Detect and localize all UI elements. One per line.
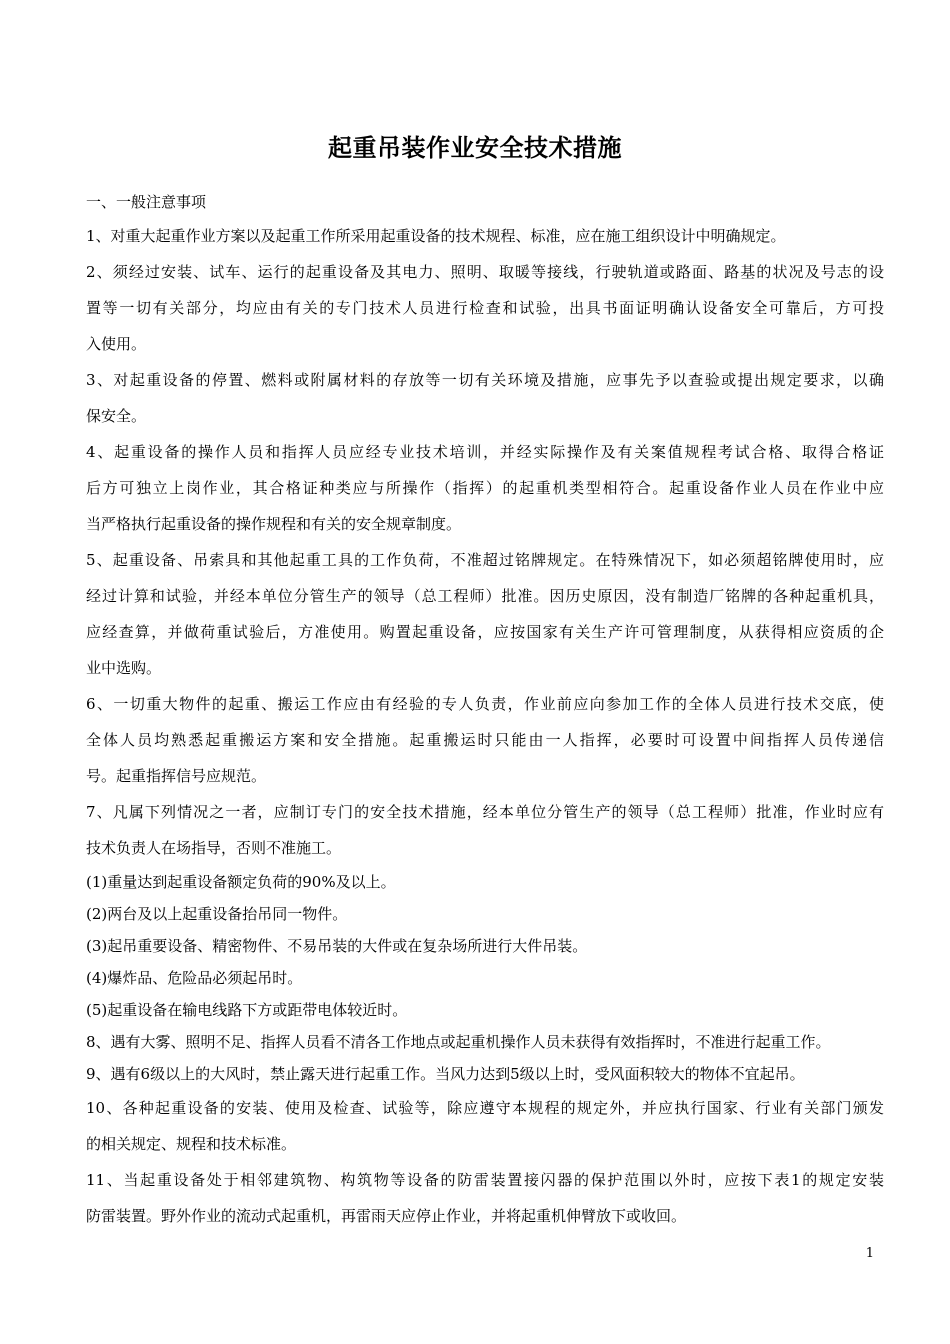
item-11-line-1: 11、当起重设备处于相邻建筑物、构筑物等设备的防雷装置接闪器的保护范围以外时，应按下表1的规定安装	[86, 1171, 884, 1189]
item-3-line-2: 保安全。	[86, 407, 147, 425]
sub-item-2: (2)两台及以上起重设备抬吊同一物件。	[86, 905, 348, 923]
item-7-line-1: 7、凡属下列情况之一者，应制订专门的安全技术措施，经本单位分管生产的领导（总工程师）批准，作业时应有	[86, 803, 884, 821]
item-3-line-1: 3、对起重设备的停置、燃料或附属材料的存放等一切有关环境及措施，应事先予以查验或提出规定要求，以确	[86, 371, 884, 389]
item-9-line-1: 9、遇有6级以上的大风时，禁止露天进行起重工作。当风力达到5级以上时，受风面积较大的物体不宜起吊。	[86, 1065, 805, 1083]
item-2-line-3: 入使用。	[86, 335, 147, 353]
item-5-line-4: 业中选购。	[86, 659, 162, 677]
item-4-line-2: 后方可独立上岗作业，其合格证种类应与所操作（指挥）的起重机类型相符合。起重设备作业人员在作业中应	[86, 479, 884, 497]
item-4-line-1: 4、起重设备的操作人员和指挥人员应经专业技术培训，并经实际操作及有关案值规程考试合格、取得合格证	[86, 443, 884, 461]
sub-item-4: (4)爆炸品、危险品必须起吊时。	[86, 969, 303, 987]
page-number: 1	[865, 1246, 874, 1261]
document-title: 起重吊装作业安全技术措施	[328, 134, 622, 162]
item-2-line-1: 2、须经过安装、试车、运行的起重设备及其电力、照明、取暖等接线，行驶轨道或路面、路基的状况及号志的设	[86, 263, 884, 281]
item-8-line-1: 8、遇有大雾、照明不足、指挥人员看不清各工作地点或起重机操作人员未获得有效指挥时，不准进行起重工作。	[86, 1033, 831, 1051]
document-body	[86, 186, 884, 1234]
item-10-line-2: 的相关规定、规程和技术标准。	[86, 1135, 297, 1153]
item-5-line-3: 应经查算，并做荷重试验后，方准使用。购置起重设备，应按国家有关生产许可管理制度，从获得相应资质的企	[86, 623, 884, 641]
item-6-line-1: 6、一切重大物件的起重、搬运工作应由有经验的专人负责，作业前应向参加工作的全体人员进行技术交底，使	[86, 695, 884, 713]
sub-item-5: (5)起重设备在输电线路下方或距带电体较近时。	[86, 1001, 408, 1019]
sub-item-3: (3)起吊重要设备、精密物件、不易吊装的大件或在复杂场所进行大件吊装。	[86, 937, 588, 955]
item-11-line-2: 防雷装置。野外作业的流动式起重机，再雷雨天应停止作业，并将起重机伸臂放下或收回。	[86, 1207, 687, 1225]
item-5-line-2: 经过计算和试验，并经本单位分管生产的领导（总工程师）批准。因历史原因，没有制造厂铭牌的各种起重机具，	[86, 587, 884, 605]
item-4-line-3: 当严格执行起重设备的操作规程和有关的安全规章制度。	[86, 515, 462, 533]
item-5-line-1: 5、起重设备、吊索具和其他起重工具的工作负荷，不准超过铭牌规定。在特殊情况下，如必须超铭牌使用时，应	[86, 551, 884, 569]
section-heading: 一、一般注意事项	[86, 193, 207, 211]
sub-item-1: (1)重量达到起重设备额定负荷的90%及以上。	[86, 873, 396, 891]
item-6-line-2: 全体人员均熟悉起重搬运方案和安全措施。起重搬运时只能由一人指挥，必要时可设置中间指挥人员传递信	[86, 731, 884, 749]
item-7-line-2: 技术负责人在场指导，否则不准施工。	[86, 839, 342, 857]
item-2-line-2: 置等一切有关部分，均应由有关的专门技术人员进行检查和试验，出具书面证明确认设备安全可靠后，方可投	[86, 299, 884, 317]
item-10-line-1: 10、各种起重设备的安装、使用及检查、试验等，除应遵守本规程的规定外，并应执行国家、行业有关部门颁发	[86, 1099, 884, 1117]
item-1-line-1: 1、对重大起重作业方案以及起重工作所采用起重设备的技术规程、标准，应在施工组织设计中明确规定。	[86, 227, 786, 245]
item-6-line-3: 号。起重指挥信号应规范。	[86, 767, 267, 785]
